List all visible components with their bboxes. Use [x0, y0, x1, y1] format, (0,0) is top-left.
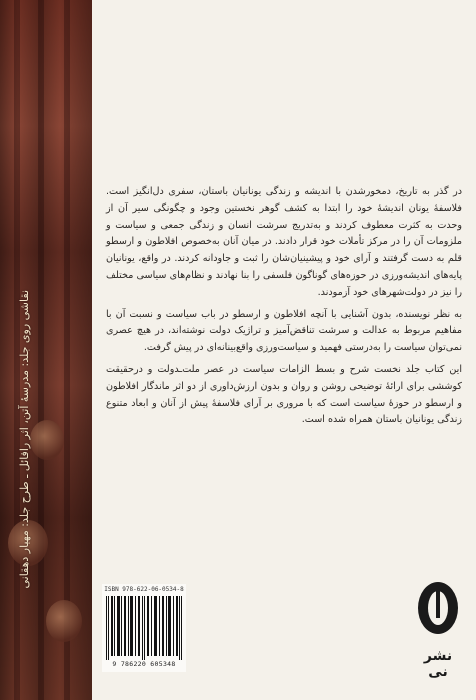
barcode-number: 9 786220 605348 [112, 660, 176, 668]
painted-figure [46, 600, 82, 642]
isbn-label: ISBN 978-622-06-0534-8 [104, 586, 184, 593]
curtain-fold [38, 0, 44, 700]
blurb-paragraph: به نظر نویسنده، بدون آشنایی با آنچه افلاطون و ارسطو در باب سیاست و نسبت آن با مفاهیم مربوط به عدالت و سرشت تناقض‌آمیز و تراژیک دولت نوشته‌اند، در هیچ عصری نمی‌توان سیاست را به‌درستی فهمید و سیاست‌ورزی واقع‌بینانه‌ای در پیش گرفت. [106, 308, 462, 354]
blurb [106, 184, 462, 434]
blurb-paragraph: در گذر به تاریخ، دمخورشدن با اندیشه و زندگی یونانیان باستان، سفری دل‌انگیز است. فلاسفهٔ یونان اندیشهٔ خود را ابتدا به کشف گوهر نخستین وجود و چگونگی سیر آن از وحدت به کثرت معطوف کردند و به‌تدریج سرشت انسان و زندگی جمعی و سیاست و ملزومات آن را در مرکز تأملات خود قرار دادند. در میان آنان به‌خصوص افلاطون و ارسطو قلم به دست گرفتند و آرای خود و پیشینیان‌شان را ثبت و جاودانه کردند. در واقع، یونانیان پایه‌های اندیشه‌ورزی در حوزه‌های گوناگون فلسفی را بنا نهادند و نظام‌های سیاسی مختلف را نیز در دولت‌شهرهای خود آزمودند. [106, 186, 462, 298]
barcode-bars [104, 596, 184, 660]
publisher-name: نشر نی [423, 648, 453, 680]
painted-figure [30, 420, 64, 460]
blurb-paragraph: این کتاب جلد نخست شرح و بسط الزامات سیاست در عصر ملت‌ـدولت و درحقیقت کوششی برای ارائهٔ توضیحی روشن و روان و بدون ارزش‌داوری از دو اثر ماندگار افلاطون و ارسطو در حوزهٔ سیاست است که با مروری بر آرای فلاسفهٔ پیش از آنان و ابعاد متنوع زندگی یونانیان باستان همراه شده است. [106, 363, 462, 426]
curtain-fold [64, 0, 70, 700]
cover-credit-text: نقاشی روی جلد: مدرسهٔ آتن، اثر رافائل ـ طرح جلد: مهیار دهقانی [18, 290, 31, 589]
cover-artwork-strip [0, 0, 92, 700]
barcode [102, 584, 186, 672]
text-panel [92, 0, 476, 700]
